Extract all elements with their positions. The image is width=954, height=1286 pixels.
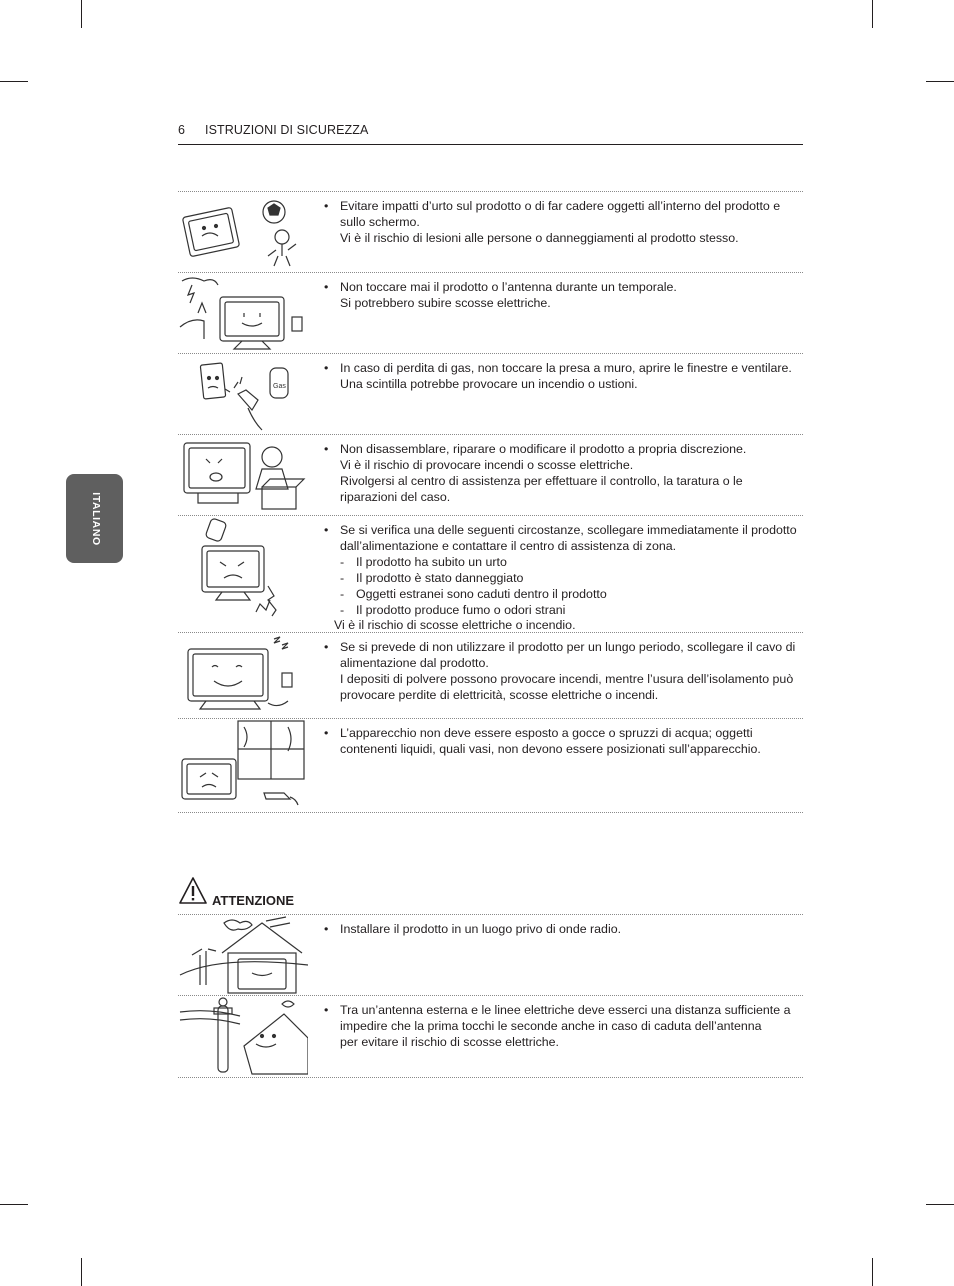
warning-tail-text: Vi è il rischio di scosse elettriche o incendio. (334, 618, 576, 633)
crop-mark (872, 0, 873, 28)
crop-mark (926, 81, 954, 82)
svg-text:Gas: Gas (273, 383, 286, 390)
warning-text: • Non toccare mai il prodotto o l’antenna durante un temporale. Si potrebbero subire scosse elettriche. (324, 280, 803, 312)
tv-water-window-illustration (178, 719, 308, 812)
language-tab-label: ITALIANO (89, 491, 102, 546)
tv-house-radio-illustration (178, 915, 308, 995)
crop-mark (81, 1258, 82, 1286)
warning-triangle-icon (178, 876, 208, 906)
warning-row (178, 633, 803, 719)
caution-text: • Installare il prodotto in un luogo privo di onde radio. (324, 922, 803, 938)
warning-text: • Se si verifica una delle seguenti circostanze, scollegare immediatamente il prodotto dall’alimentazione e contattare il centro di assistenza di zona. (324, 523, 803, 555)
circumstance-item: - Il prodotto è stato danneggiato (324, 571, 803, 587)
circumstance-item: - Il prodotto produce fumo o odori strani (324, 603, 803, 619)
warning-row (178, 516, 803, 633)
warning-row (178, 192, 803, 273)
caution-heading (178, 876, 478, 912)
crop-mark (81, 0, 82, 28)
crop-mark (0, 81, 28, 82)
circumstance-item: - Oggetti estranei sono caduti dentro il prodotto (324, 587, 803, 603)
tv-unplugged-illustration (178, 633, 308, 718)
language-tab (66, 474, 123, 563)
warning-row (178, 273, 803, 354)
warning-text: • L’apparecchio non deve essere esposto a gocce o spruzzi di acqua; oggetti contenenti liquidi, quali vasi, non devono essere posizionati sull’apparecchio. (324, 726, 803, 758)
gas-leak-illustration (178, 354, 308, 434)
caution-row (178, 915, 803, 996)
page-header (178, 122, 803, 145)
caution-table (178, 914, 803, 1078)
warnings-table (178, 191, 803, 813)
tv-ball-impact-illustration (178, 192, 308, 272)
warning-text: • Evitare impatti d’urto sul prodotto o di far cadere oggetti all’interno del prodotto e sullo schermo. Vi è il rischio di lesioni alle persone o danneggiamenti al prodotto stesso. (324, 199, 803, 247)
circumstance-item: - Il prodotto ha subito un urto (324, 555, 803, 571)
crop-mark (872, 1258, 873, 1286)
warning-row (178, 435, 803, 516)
tv-repair-illustration (178, 435, 308, 515)
page-number: 6 (178, 123, 185, 137)
warning-text: • Se si prevede di non utilizzare il prodotto per un lungo periodo, scollegare il cavo di alimentazione dal prodotto. I depositi di polvere possono provocare incendi, mentre l’usura dell’isolamento può provocare perdite di elettricità, scosse elettriche o incendi. (324, 640, 803, 704)
warning-row (178, 719, 803, 813)
warning-text: • Non disassemblare, riparare o modificare il prodotto a propria discrezione. Vi è il rischio di provocare incendi o scosse elettriche. Rivolgersi al centro di assistenza per effettuare il controllo, la taratura o le riparazioni del caso. (324, 442, 803, 506)
crop-mark (926, 1204, 954, 1205)
warning-row (178, 354, 803, 435)
crop-mark (0, 1204, 28, 1205)
warning-text: • In caso di perdita di gas, non toccare la presa a muro, aprire le finestre e ventilare. Una scintilla potrebbe provocare un incendio o ustioni. (324, 361, 803, 393)
caution-label: ATTENZIONE (212, 893, 295, 908)
tv-thunderstorm-illustration (178, 273, 308, 353)
section-title: ISTRUZIONI DI SICUREZZA (205, 123, 369, 137)
caution-row (178, 996, 803, 1078)
tv-damaged-illustration (178, 516, 308, 632)
caution-text: • Tra un’antenna esterna e le linee elettriche deve esserci una distanza sufficiente a impedire che la prima tocchi le seconde anche in caso di caduta dell’antenna per evitare il rischio di scosse elettriche. (324, 1003, 803, 1051)
antenna-power-line-illustration (178, 996, 308, 1077)
